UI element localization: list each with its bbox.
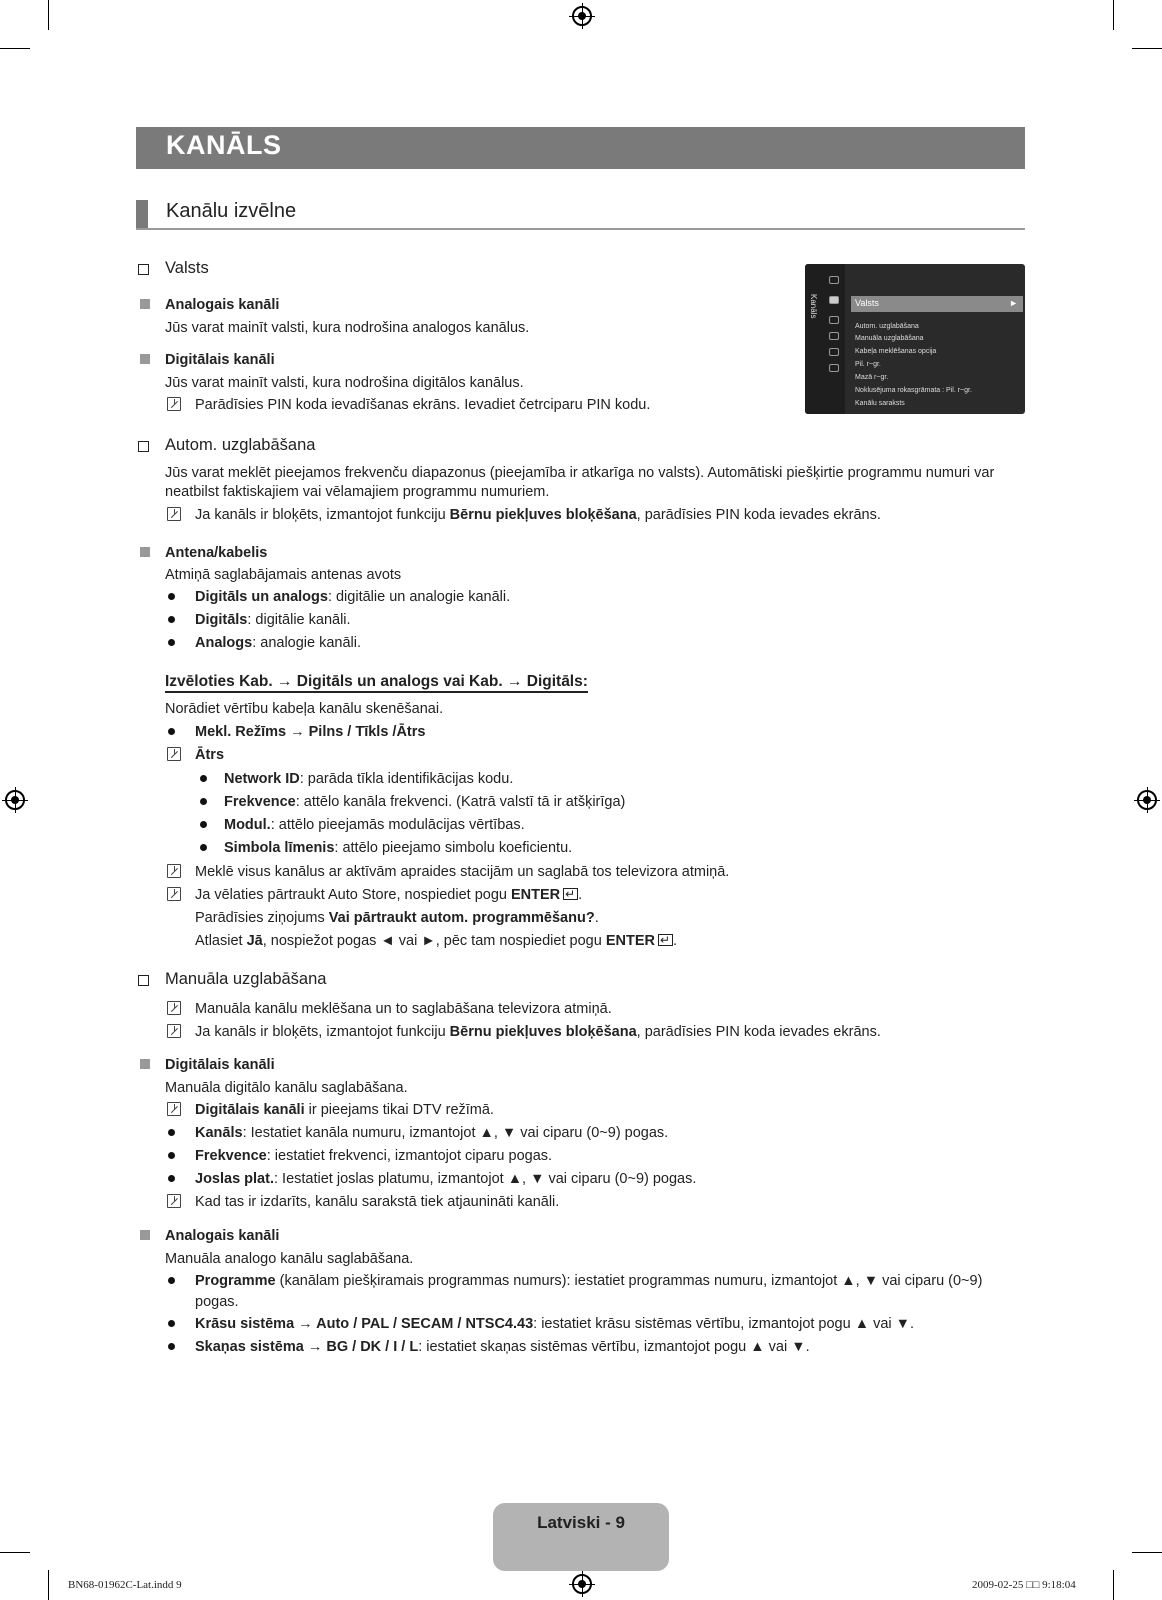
bullet-icon [200,798,207,805]
bullet-icon [168,1175,175,1182]
valsts-heading: Valsts [165,259,209,277]
digital-text: Jūs varat mainīt valsti, kura nodrošina digitālos kanālus. [165,375,524,391]
autom-text-1: Jūs varat meklēt pieejamos frekvenču diapazonus (pieejamība ir atkarīga no valsts). Automātiski piešķirtie programmu numuri var [165,465,995,481]
menu-selected-label: Valsts [855,298,879,308]
support-icon [829,364,839,372]
autom-note-message: Parādīsies ziņojums Vai pārtraukt autom. programmēšanu?. [195,910,599,926]
tv-menu-screenshot [805,264,1025,414]
manual-analog-option: Programme (kanālam piešķiramais programmas numurs): iestatiet programmas numuru, izmantojot ▲, ▼ vai ciparu (0~9) [195,1273,983,1289]
menu-item: Noklusējuma rokasgrāmata : Pil. r~gr. [855,387,972,394]
analog-text: Jūs varat mainīt valsti, kura nodrošina analogos kanālus. [165,320,530,336]
antena-option: Digitāls: digitālie kanāli. [195,612,351,628]
autom-heading: Autom. uzglabāšana [165,436,316,454]
square-bullet-icon [140,1230,150,1240]
channel-icon [829,296,839,304]
bullet-icon [168,1343,175,1350]
registration-mark-icon [572,1574,592,1594]
menu-item: Pil. r~gr. [855,361,881,368]
analog-title: Analogais kanāli [165,297,280,313]
bullet-icon [168,639,175,646]
search-mode: Mekl. Režīms → Pilns / Tīkls /Ātrs [195,724,426,740]
manual-digital-note: Digitālais kanāli ir pieejams tikai DTV režīmā. [195,1102,494,1118]
menu-item: Kanālu saraksts [855,400,905,407]
note-icon [167,1194,181,1208]
note-icon [167,1024,181,1038]
note-icon [167,887,181,901]
section-header [136,200,1025,230]
fast-option: Modul.: attēlo pieejamās modulācijas vērtības. [224,817,525,833]
menu-item: Mazā r~gr. [855,374,889,381]
bullet-icon [200,844,207,851]
manual-note-1: Manuāla kanālu meklēšana un to saglabāšana televizora atmiņā. [195,1001,612,1017]
square-bullet-icon [140,547,150,557]
crop-mark [0,48,30,49]
checkbox-bullet-icon [138,975,149,986]
note-icon [167,1001,181,1015]
registration-mark-icon [572,6,592,26]
fast-mode: Ātrs [195,747,225,763]
enter-icon [658,934,673,946]
bullet-icon [168,1320,175,1327]
crop-mark [1132,1552,1162,1553]
bullet-icon [168,1152,175,1159]
checkbox-bullet-icon [138,441,149,452]
registration-mark-icon [1137,790,1157,810]
bullet-icon [168,1129,175,1136]
bullet-icon [200,821,207,828]
fast-option: Network ID: parāda tīkla identifikācijas kodu. [224,771,514,787]
antena-text: Atmiņā saglabājamais antenas avots [165,567,402,583]
autom-note-search: Meklē visus kanālus ar aktīvām apraides stacijām un saglabā tos televizora atmiņā. [195,864,730,880]
manual-analog-option: Skaņas sistēma → BG / DK / I / L: iestatiet skaņas sistēmas vērtību, izmantojot pogu ▲ vai ▼. [195,1339,810,1355]
manual-digital-option: Frekvence: iestatiet frekvenci, izmantojot ciparu pogas. [195,1148,553,1164]
autom-note-stop: Ja vēlaties pārtraukt Auto Store, nospiediet pogu ENTER↵ . [195,886,582,904]
manual-digital-option: Kanāls: Iestatiet kanāla numuru, izmantojot ▲, ▼ vai ciparu (0~9) pogas. [195,1125,669,1141]
manual-analog-title: Analogais kanāli [165,1228,280,1244]
square-bullet-icon [140,299,150,309]
crop-mark [48,0,49,30]
menu-sidebar [805,264,845,414]
manual-analog-option: Krāsu sistēma → Auto / PAL / SECAM / NTSC4.43: iestatiet krāsu sistēmas vērtību, izmantojot pogu ▲ vai ▼. [195,1316,915,1332]
bullet-icon [168,1277,175,1284]
autom-note: Ja kanāls ir bloķēts, izmantojot funkciju Bērnu piekļuves bloķēšana, parādīsies PIN koda ievades ekrāns. [195,507,881,523]
page-title: KANĀLS [166,130,282,160]
page-number: Latviski - 9 [537,1513,625,1532]
application-icon [829,348,839,356]
manual-digital-option: Joslas plat.: Iestatiet joslas platumu, izmantojot ▲, ▼ vai ciparu (0~9) pogas. [195,1171,697,1187]
section-title: Kanālu izvēlne [166,200,297,222]
page-title-bar [136,127,1025,169]
menu-selected-item [851,296,1023,312]
crop-mark [48,1570,49,1600]
manual-note-2: Ja kanāls ir bloķēts, izmantojot funkciju Bērnu piekļuves bloķēšana, parādīsies PIN koda ievades ekrāns. [195,1024,881,1040]
digital-note: Parādīsies PIN koda ievadīšanas ekrāns. Ievadiet četrciparu PIN kodu. [195,397,651,413]
antena-option: Digitāls un analogs: digitālie un analogie kanāli. [195,589,511,605]
input-icon [829,332,839,340]
menu-item: Kabeļa meklēšanas opcija [855,348,937,355]
note-icon [167,747,181,761]
section-marker [136,200,148,228]
bullet-icon [168,616,175,623]
menu-item: Autom. uzglabāšana [855,323,919,330]
square-bullet-icon [140,1059,150,1069]
registration-mark-icon [5,790,25,810]
bullet-icon [168,728,175,735]
square-bullet-icon [140,354,150,364]
antena-option: Analogs: analogie kanāli. [195,635,362,651]
crop-mark [0,1552,30,1553]
file-slug: BN68-01962C-Lat.indd 9 [68,1579,182,1591]
setup-icon [829,316,839,324]
date-slug: 2009-02-25 □□ 9:18:04 [972,1579,1076,1591]
antena-title: Antena/kabelis [165,545,268,561]
page-number-box [493,1503,669,1571]
note-icon [167,397,181,411]
picture-icon [829,276,839,284]
note-icon [167,864,181,878]
bullet-icon [200,775,207,782]
cable-subheading: Izvēloties Kab. → Digitāls un analogs vai Kab. → Digitāls: [165,673,588,691]
enter-icon [563,888,578,900]
manual-analog-option-cont: pogas. [195,1294,239,1310]
crop-mark [1113,1570,1114,1600]
checkbox-bullet-icon [138,264,149,275]
fast-option: Simbola līmenis: attēlo pieejamo simbolu koeficientu. [224,840,573,856]
menu-side-label: Kanāls [809,294,818,319]
note-icon [167,507,181,521]
bullet-icon [168,593,175,600]
manual-analog-text: Manuāla analogo kanālu saglabāšana. [165,1251,414,1267]
digital-title: Digitālais kanāli [165,352,275,368]
crop-mark [1132,48,1162,49]
crop-mark [1113,0,1114,30]
manual-digital-title: Digitālais kanāli [165,1057,275,1073]
note-icon [167,1102,181,1116]
fast-option: Frekvence: attēlo kanāla frekvenci. (Katrā valstī tā ir atšķirīga) [224,794,626,810]
cable-subtext: Norādiet vērtību kabeļa kanālu skenēšanai. [165,701,444,717]
autom-text-2: neatbilst faktiskajiem vai vēlamajiem programmu numuriem. [165,484,550,500]
manual-heading: Manuāla uzglabāšana [165,970,327,988]
manual-digital-text: Manuāla digitālo kanālu saglabāšana. [165,1080,408,1096]
arrow-right-icon: ► [1009,298,1018,308]
menu-item: Manuāla uzglabāšana [855,335,924,342]
autom-note-select: Atlasiet Jā, nospiežot pogas ◄ vai ►, pēc tam nospiediet pogu ENTER↵ . [195,932,677,950]
manual-digital-update-note: Kad tas ir izdarīts, kanālu sarakstā tiek atjaunināti kanāli. [195,1194,560,1210]
